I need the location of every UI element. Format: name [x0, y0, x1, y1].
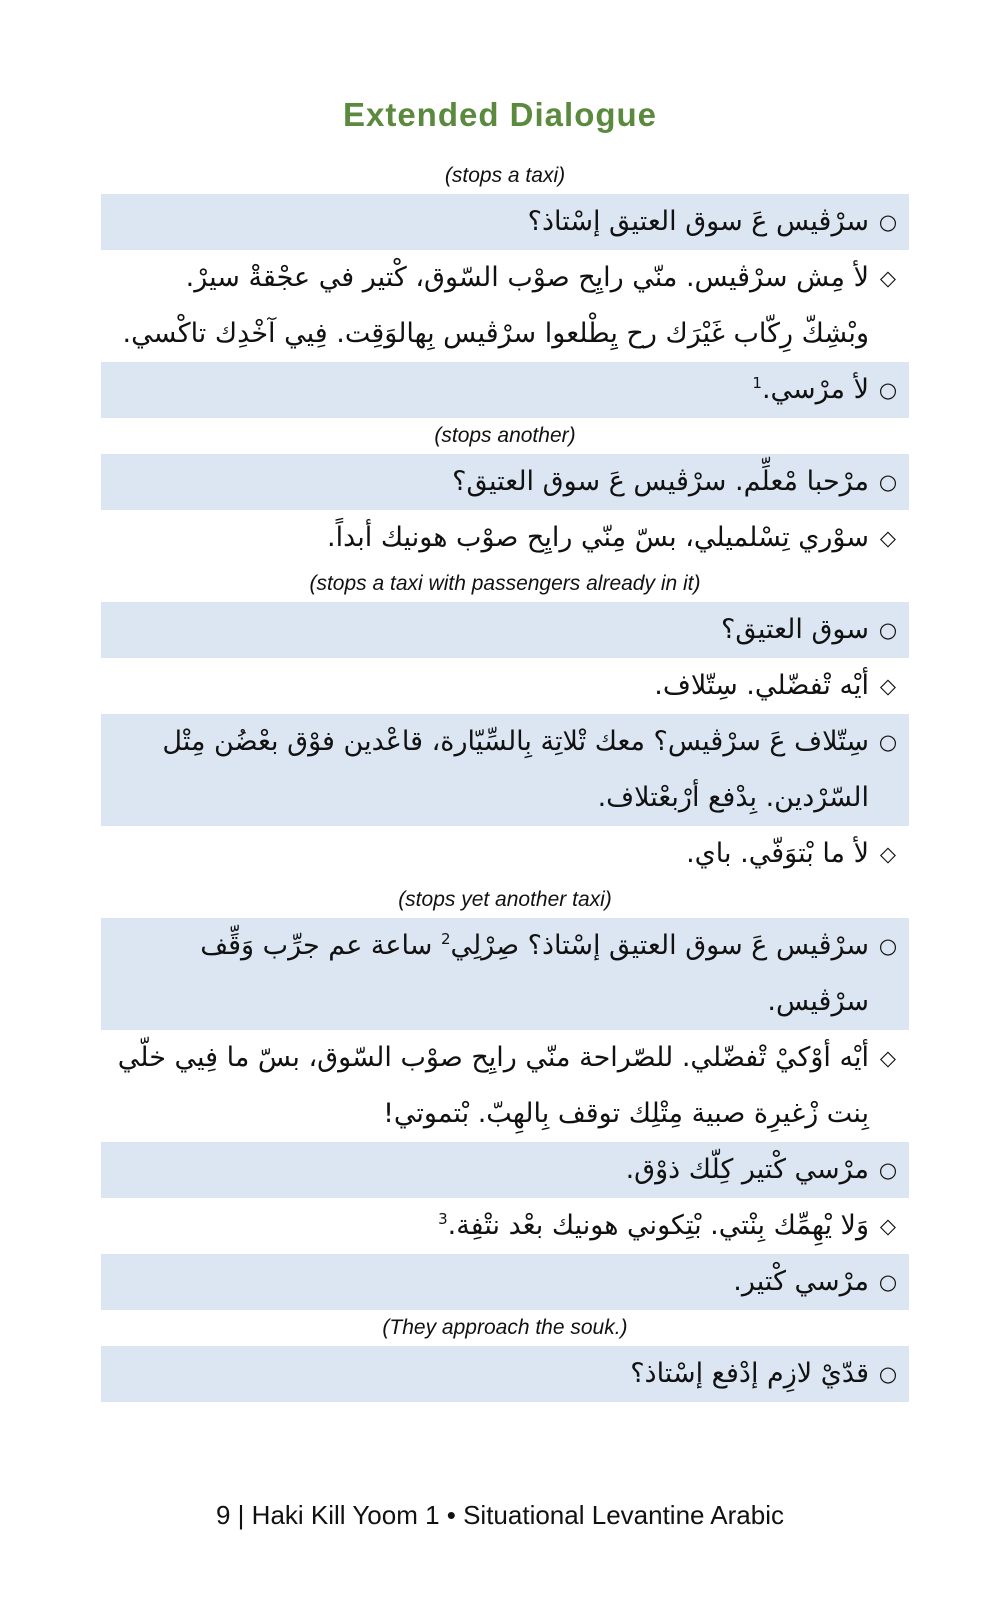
line-text: وَلا يْهِمِّك بِنْتي. بْتِكوني هونيك بعْد نتْفِة. — [447, 1210, 869, 1241]
dialogue-line — [101, 714, 909, 826]
diamond-marker-icon: ◇ — [879, 1214, 897, 1238]
stage-direction: (stops a taxi) — [444, 164, 566, 187]
circle-marker-icon: ○ — [878, 378, 898, 402]
dialogue-line — [101, 1346, 909, 1402]
dialogue-line — [101, 1198, 909, 1254]
circle-marker-icon: ○ — [878, 470, 898, 494]
line-text: مرْسي كْتير. — [733, 1266, 869, 1297]
stage-direction: (stops yet another taxi) — [398, 888, 612, 911]
line-text: مرْسي كْتير كِلّك ذوْق. — [625, 1154, 869, 1185]
diamond-marker-icon: ◇ — [879, 674, 897, 698]
dialogue-line — [101, 362, 909, 418]
circle-marker-icon: ○ — [878, 1270, 898, 1294]
dialogue-line — [101, 454, 909, 510]
diamond-marker-icon: ◇ — [879, 526, 897, 550]
footnote-ref: 3 — [438, 1210, 448, 1228]
page-title: Extended Dialogue — [342, 96, 658, 133]
line-text: أيْه تْفضّلي. سِتّلاف. — [654, 670, 869, 701]
dialogue — [101, 158, 909, 1402]
dialogue-line — [101, 250, 909, 362]
dialogue-line — [101, 602, 909, 658]
stage-direction: (They approach the souk.) — [382, 1316, 628, 1339]
line-text-continued: ساعة عم جرِّب وَقِّف سرْڤيس. — [200, 930, 869, 1017]
dialogue-line — [101, 510, 909, 566]
dialogue-line — [101, 918, 909, 1030]
circle-marker-icon: ○ — [878, 934, 898, 958]
diamond-marker-icon: ◇ — [879, 1046, 897, 1070]
line-text: سوق العتيق؟ — [721, 614, 869, 645]
line-text: لأ مِش سرْڤيس. منّي رايِح صوْب السّوق، كْتير في عجْقةْ سيرْ. وبْشِكّ رِكّاب غَيْرَك رح يِطْلعوا سرْڤيس بِهالوَقِت. فِيي آخْدِك تاكْسي. — [122, 262, 869, 349]
line-text: سِتّلاف عَ سرْڤيس؟ معك تْلاتِة بِالسِّيّارة، قاعْدين فوْق بعْضُن مِتْل السّرْدين. بِدْفع أرْبعْتلاف. — [162, 726, 869, 813]
line-text: قدّيْ لازِم إدْفع إسْتاذ؟ — [630, 1358, 869, 1389]
diamond-marker-icon: ◇ — [879, 842, 897, 866]
circle-marker-icon: ○ — [878, 730, 898, 754]
line-text: سرْڤيس عَ سوق العتيق إسْتاذ؟ — [527, 206, 869, 237]
circle-marker-icon: ○ — [878, 1362, 898, 1386]
dialogue-line — [101, 826, 909, 882]
page-footer: 9 | Haki Kill Yoom 1 • Situational Levantine Arabic — [216, 1500, 784, 1530]
diamond-marker-icon: ◇ — [879, 266, 897, 290]
circle-marker-icon: ○ — [878, 618, 898, 642]
stage-direction: (stops a taxi with passengers already in it) — [309, 572, 701, 595]
circle-marker-icon: ○ — [878, 210, 898, 234]
circle-marker-icon: ○ — [878, 1158, 898, 1182]
line-text: لأ مرْسي. — [761, 374, 869, 405]
line-text: أيْه أوْكيْ تْفضّلي. للصّراحة منّي رايِح صوْب السّوق، بسّ ما فِيي خلّي بِنت زْغيرِة صبية مِتْلِك توقف بِالهِبّ. بْتموتي! — [117, 1042, 869, 1129]
line-text: سوْري تِسْلميلي، بسّ مِنّي رايِح صوْب هونيك أبداً. — [327, 522, 869, 553]
dialogue-line — [101, 1142, 909, 1198]
dialogue-line — [101, 658, 909, 714]
dialogue-line — [101, 194, 909, 250]
line-text: مرْحبا مْعلِّم. سرْڤيس عَ سوق العتيق؟ — [452, 466, 869, 497]
footnote-ref: 1 — [752, 374, 762, 392]
line-text: لأ ما بْتوَفّي. باي. — [686, 838, 869, 869]
dialogue-line — [101, 1254, 909, 1310]
dialogue-line — [101, 1030, 909, 1142]
stage-direction: (stops another) — [434, 424, 576, 447]
line-text: سرْڤيس عَ سوق العتيق إسْتاذ؟ صِرْلِي — [450, 930, 869, 961]
footnote-ref: 2 — [440, 930, 451, 948]
